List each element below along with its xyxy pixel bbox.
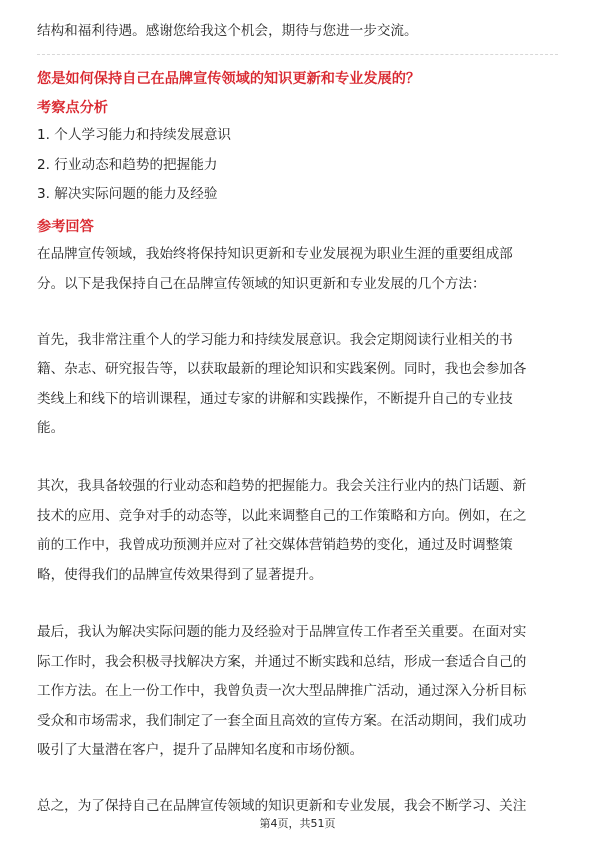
paragraph-2-line: 略，使得我们的品牌宣传效果得到了显著提升。 xyxy=(37,567,323,583)
paragraph-3-line: 吸引了大量潜在客户，提升了品牌知名度和市场份额。 xyxy=(37,742,364,758)
continued-text-line: 结构和福利待遇。感谢您给我这个机会，期待与您进一步交流。 xyxy=(37,23,418,39)
paragraph-3-line: 受众和市场需求，我们制定了一套全面且高效的宣传方案。在活动期间，我们成功 xyxy=(37,713,527,729)
answer-intro-line: 分。以下是我保持自己在品牌宣传领域的知识更新和专业发展的几个方法： xyxy=(37,276,486,292)
section-divider xyxy=(37,54,558,55)
analysis-item: 2. 行业动态和趋势的把握能力 xyxy=(37,157,218,173)
answer-intro-line: 在品牌宣传领域，我始终将保持知识更新和专业发展视为职业生涯的重要组成部 xyxy=(37,246,513,262)
paragraph-1-line: 籍、杂志、研究报告等，以获取最新的理论知识和实践案例。同时，我也会参加各 xyxy=(37,361,527,377)
page-footer: 第4页，共51页 xyxy=(259,817,336,830)
paragraph-3-line: 最后，我认为解决实际问题的能力及经验对于品牌宣传工作者至关重要。在面对实 xyxy=(37,624,527,640)
analysis-item: 1. 个人学习能力和持续发展意识 xyxy=(37,127,232,143)
paragraph-3-line: 际工作时，我会积极寻找解决方案，并通过不断实践和总结，形成一套适合自己的 xyxy=(37,654,527,670)
analysis-heading: 考察点分析 xyxy=(37,100,108,116)
paragraph-2-line: 技术的应用、竞争对手的动态等，以此来调整自己的工作策略和方向。例如，在之 xyxy=(37,508,527,524)
paragraph-2-line: 其次，我具备较强的行业动态和趋势的把握能力。我会关注行业内的热门话题、新 xyxy=(37,478,527,494)
paragraph-1-line: 类线上和线下的培训课程，通过专家的讲解和实践操作，不断提升自己的专业技 xyxy=(37,391,513,407)
paragraph-2-line: 前的工作中，我曾成功预测并应对了社交媒体营销趋势的变化，通过及时调整策 xyxy=(37,537,513,553)
paragraph-4-line: 总之，为了保持自己在品牌宣传领域的知识更新和专业发展，我会不断学习、关注 xyxy=(37,798,527,814)
paragraph-1-line: 能。 xyxy=(37,420,65,436)
question-title: 您是如何保持自己在品牌宣传领域的知识更新和专业发展的？ xyxy=(37,71,421,87)
paragraph-3-line: 工作方法。在上一份工作中，我曾负责一次大型品牌推广活动，通过深入分析目标 xyxy=(37,683,527,699)
analysis-item: 3. 解决实际问题的能力及经验 xyxy=(37,186,218,202)
paragraph-1-line: 首先，我非常注重个人的学习能力和持续发展意识。我会定期阅读行业相关的书 xyxy=(37,332,513,348)
answer-heading: 参考回答 xyxy=(37,219,94,235)
